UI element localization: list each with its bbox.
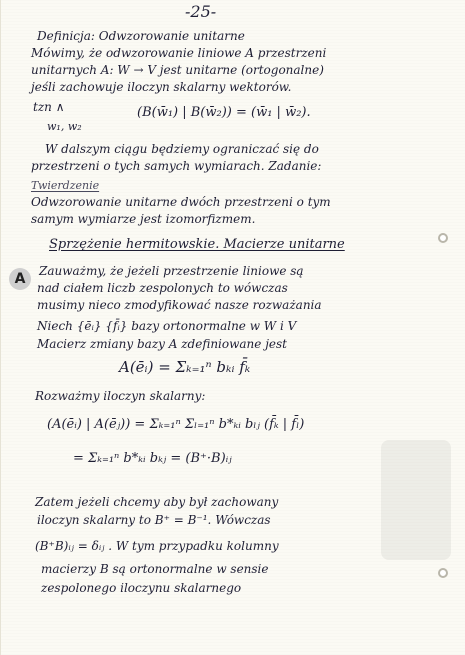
text-line: macierzy B są ortonormalne w sensie (41, 562, 269, 576)
text-line: Rozważmy iloczyn skalarny: (35, 389, 206, 403)
text-line: jeśli zachowuje iloczyn skalarny wektorów. (31, 80, 292, 94)
text-line: Zatem jeżeli chcemy aby był zachowany (35, 495, 279, 509)
formula-basis-change: A(ēᵢ) = Σₖ₌₁ⁿ bₖᵢ f̄ₖ (119, 358, 251, 376)
text-line: Odwzorowanie unitarne dwóch przestrzeni o tym (31, 195, 331, 209)
text-line: W dalszym ciągu będziemy ograniczać się do (45, 142, 319, 156)
text-line: Macierz zmiany bazy A zdefiniowane jest (37, 337, 287, 351)
text-line: samym wymiarze jest izomorfizmem. (31, 212, 256, 226)
margin-label: A (9, 268, 31, 290)
text-line: przestrzeni o tych samych wymiarach. Zadanie: (31, 159, 322, 173)
text-line: musimy nieco zmodyfikować nasze rozważania (37, 298, 322, 312)
definition-heading: Definicja: Odwzorowanie unitarne (37, 29, 245, 43)
formula-hermitian-product: = Σₖ₌₁ⁿ b*ₖᵢ bₖⱼ = (B⁺·B)ᵢⱼ (73, 451, 232, 466)
text-line: Mówimy, że odwzorowanie liniowe A przestrzeni (31, 46, 327, 60)
formula-orthonormal: (B⁺B)ᵢⱼ = δᵢⱼ . W tym przypadku kolumny (35, 539, 279, 553)
text-line: zespolonego iloczynu skalarnego (41, 581, 242, 595)
text-line: iloczyn skalarny to B⁺ = B⁻¹. Wówczas (37, 513, 271, 527)
formula-scalar-product: (A(ēᵢ) | A(ēⱼ)) = Σₖ₌₁ⁿ Σₗ₌₁ⁿ b*ₖᵢ bₗⱼ (f̄ₖ | f̄ₗ) (47, 417, 305, 432)
page-number: -25- (185, 2, 217, 21)
text-line: Zauważmy, że jeżeli przestrzenie liniowe są (39, 264, 304, 278)
theorem-heading: Twierdzenie (31, 179, 100, 192)
text-line: nad ciałem liczb zespolonych to wówczas (37, 281, 288, 295)
formula-unitary: (B(w̄₁) | B(w̄₂)) = (w̄₁ | w̄₂). (137, 105, 311, 120)
formula-subscript: w₁, w₂ (47, 120, 82, 133)
binder-hole (438, 233, 448, 243)
formula-quantifier: tzn ∧ (33, 100, 65, 114)
section-heading: Sprzężenie hermitowskie. Macierze unitarne (49, 237, 345, 252)
page-smudge (381, 440, 451, 560)
text-line: unitarnych A: W → V jest unitarne (ortogonalne) (31, 63, 324, 77)
text-line: Niech {ēᵢ} {f̄ᵢ} bazy ortonormalne w W i V (37, 319, 297, 333)
binder-hole (438, 568, 448, 578)
